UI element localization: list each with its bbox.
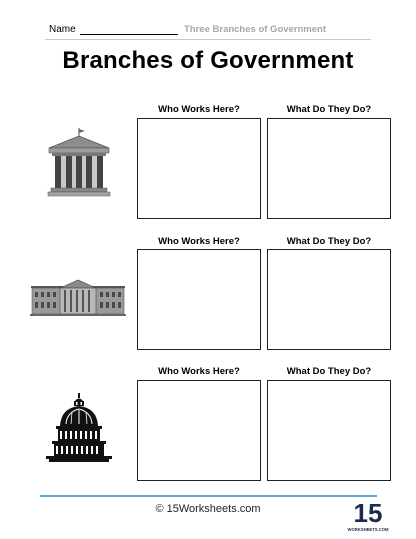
courthouse-icon <box>45 128 113 198</box>
worksheet-subtitle: Three Branches of Government <box>184 24 327 35</box>
answer-box-who-1[interactable] <box>137 118 261 219</box>
footer-divider <box>40 495 377 497</box>
capitol-dome-icon <box>46 393 112 465</box>
column-header-who: Who Works Here? <box>158 236 240 247</box>
white-house-icon <box>30 278 126 318</box>
answer-box-who-3[interactable] <box>137 380 261 481</box>
column-header-what: What Do They Do? <box>286 366 372 377</box>
answer-box-what-1[interactable] <box>267 118 391 219</box>
name-label: Name <box>49 24 76 35</box>
header-divider <box>45 39 371 40</box>
logo-number: 15 <box>353 498 383 528</box>
answer-box-who-2[interactable] <box>137 249 261 350</box>
page-title: Branches of Government <box>62 47 354 74</box>
answer-box-what-2[interactable] <box>267 249 391 350</box>
copyright-text: © 15Worksheets.com <box>155 503 261 515</box>
answer-box-what-3[interactable] <box>267 380 391 481</box>
name-blank-line <box>80 34 178 35</box>
column-header-who: Who Works Here? <box>158 104 240 115</box>
worksheets-logo <box>347 498 389 534</box>
column-header-who: Who Works Here? <box>158 366 240 377</box>
column-header-what: What Do They Do? <box>286 104 372 115</box>
column-header-what: What Do They Do? <box>286 236 372 247</box>
logo-caption: WORKSHEETS.COM <box>347 527 389 532</box>
